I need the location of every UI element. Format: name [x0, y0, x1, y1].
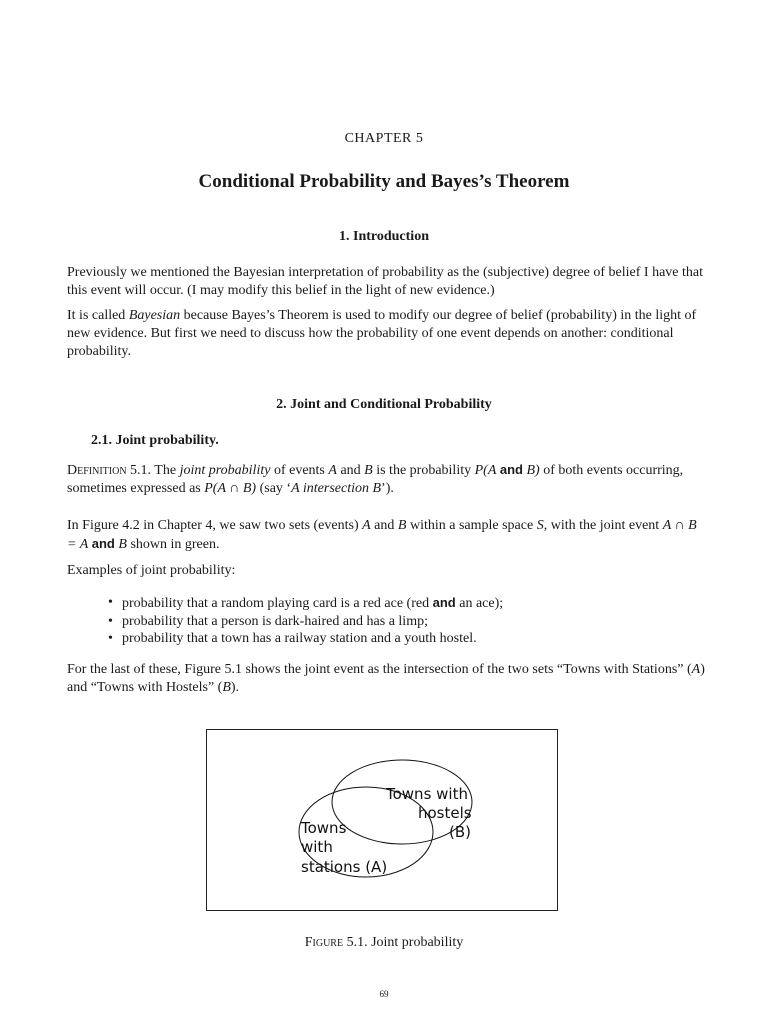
chapter-label: CHAPTER 5 [344, 131, 424, 146]
intro-para2-em: Bayesian [128, 308, 181, 323]
def-em: joint probability [179, 463, 271, 478]
def-p-close: B) [526, 463, 540, 478]
set-a-label-line2: with [301, 838, 333, 856]
list-item [108, 630, 708, 648]
caption-text: Joint probability [371, 935, 464, 950]
def-B: B [364, 463, 373, 478]
intro-paragraph-1 [67, 264, 707, 300]
intro-para1-text: Previously we mentioned the Bayesian interpretation of probability as the (subjective) degree of belief I have that this event will occur. (I may modify this belief in the light of new evidence.) [67, 265, 704, 298]
ref-text-1: In Figure 4.2 in Chapter 4, we saw two sets (events) [67, 518, 363, 533]
def-text-6: (say ‘ [256, 481, 292, 496]
subsection-2-1-heading: 2.1. Joint probability. [91, 433, 219, 448]
intro-para2-post: because Bayes’s Theorem is used to modify our degree of belief (probability) in the light of new evidence. But first we need to discuss how the probability of one event depends on another: conditional probability. [67, 308, 697, 359]
set-a-label-line1: Towns [301, 819, 347, 837]
bullet2-text: probability that a person is dark-haired and has a limp; [122, 613, 428, 629]
figure-5-1-frame [206, 729, 558, 911]
last-text-1: For the last of these, Figure 5.1 shows the joint event as the intersection of the two sets “Towns with Stations” ( [67, 662, 692, 677]
intro-paragraph-2 [67, 307, 707, 361]
figure-reference-paragraph [67, 517, 707, 554]
ref-A: A [362, 518, 371, 533]
def-text-1: The [151, 463, 180, 478]
def-cap: P(A ∩ B) [204, 481, 257, 496]
bullet1-pre: probability that a random playing card is a red ace (red [122, 596, 433, 611]
bullet3-text: probability that a town has a railway station and a youth hostel. [122, 631, 477, 646]
set-b-label-line1: Towns with [386, 785, 468, 803]
bullet1-post: an ace); [455, 596, 504, 611]
last-text-3: ). [230, 680, 240, 695]
last-paragraph [67, 661, 707, 697]
def-text-5: of both events occurring, sometimes expressed as [67, 463, 684, 496]
def-say: A intersection B [291, 481, 382, 496]
definition-5-1 [67, 461, 707, 498]
definition-label: Definition 5.1. [67, 463, 152, 478]
list-item [108, 613, 708, 631]
ref-B2: B [118, 537, 127, 552]
ref-S: S [536, 518, 544, 533]
examples-list [108, 594, 708, 648]
ref-expr: A ∩ B = A [67, 518, 697, 552]
examples-intro [67, 562, 707, 580]
set-b-label-line3: (B) [449, 823, 471, 841]
def-text-3: and [336, 463, 365, 478]
ref-and: and [91, 536, 115, 551]
def-text-7: ’). [381, 481, 394, 496]
section-2-heading: 2. Joint and Conditional Probability [276, 397, 492, 412]
intro-para2-pre: It is called [67, 308, 129, 323]
ref-text-5: shown in green. [126, 537, 220, 552]
list-item [108, 594, 708, 613]
venn-diagram [207, 730, 557, 910]
set-b-label-line2: hostels [418, 804, 472, 822]
page-number: 69 [379, 989, 389, 999]
figure-caption [0, 935, 768, 951]
last-B: B [222, 680, 231, 695]
set-a-label-line3: stations (A) [301, 858, 388, 876]
def-text-2: of events [270, 463, 329, 478]
last-A: A [691, 662, 701, 677]
ref-text-2: and [370, 518, 398, 533]
caption-label: Figure 5.1. [304, 935, 368, 950]
section-1-heading: 1. Introduction [339, 229, 429, 244]
def-p-open: P(A [474, 463, 497, 478]
bullet1-and: and [432, 595, 456, 610]
ref-text-4: , with the joint event [543, 518, 663, 533]
def-text-4: is the probability [372, 463, 475, 478]
def-A: A [328, 463, 337, 478]
chapter-title: Conditional Probability and Bayes’s Theorem [198, 171, 570, 192]
last-text-2: ) and “Towns with Hostels” ( [67, 662, 705, 695]
def-and: and [499, 462, 523, 477]
ref-text-3: within a sample space [406, 518, 537, 533]
examples-intro-text: Examples of joint probability: [67, 563, 236, 578]
ref-B: B [397, 518, 407, 533]
